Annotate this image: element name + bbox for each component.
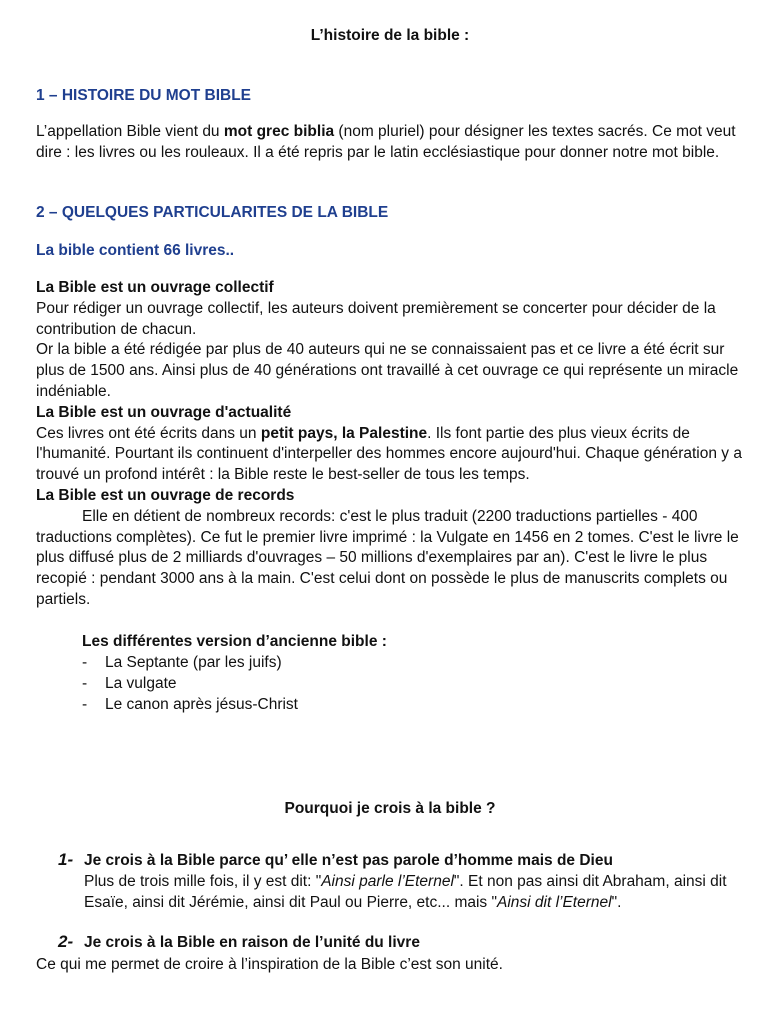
section-1-heading: 1 – HISTOIRE DU MOT BIBLE [36,87,252,104]
r1-text-e: ". [611,893,622,911]
act-text-a: Ces livres ont été écrits dans un [36,424,261,442]
s1-text-c: (nom pluriel) pour désigner les textes sacrés. Ce mot veut dire : les livres ou les rouleaux. Il a été repris par le latin ecclésiastique pour donner notre mot bible. [36,123,736,161]
version-item [82,695,298,716]
collectif-block [36,278,744,611]
version-label: Le canon après jésus-Christ [105,696,298,713]
version-label: La vulgate [105,675,177,692]
reason-1-block [84,851,744,913]
collectif-paragraph-2: Or la bible a été rédigée par plus de 40 auteurs qui ne se connaissaient pas et ce livre a été écrit sur plus de 1500 ans. Ainsi plus de 40 générations ont travaillé à cet ouvrage ce qui représente un miracle indéniable. [36,341,739,400]
dash-marker: - [82,654,88,671]
versions-heading: Les différentes version d’ancienne bible : [82,633,387,650]
section-1-paragraph [36,122,744,164]
r1-text-c: ". Et non pas ainsi dit Abraham, ainsi dit Esaïe, ainsi dit Jérémie, ainsi dit Paul ou Pierre, etc... mais " [84,872,727,911]
dash-marker: - [82,675,88,692]
r1-text-a: Plus de trois mille fois, il y est dit: " [84,872,322,890]
dash-marker: - [82,696,88,713]
act-text-c: . Ils font partie des plus vieux écrits de l'humanité. Pourtant ils continuent d'interpeller des hommes encore aujourd'hui. Chaque génération y a trouvé un profond intérêt : la Bible reste le best-seller de tous les temps. [36,424,742,484]
version-label: La Septante (par les juifs) [105,654,282,671]
document-title: L’histoire de la bible : [310,27,470,44]
r1-quote-2: Ainsi dit l’Eternel [496,893,612,911]
s1-text-a: L’appellation Bible vient du [36,123,224,140]
r1-quote-1: Ainsi parle l’Eternel [321,872,454,890]
records-heading: La Bible est un ouvrage de records [36,486,295,504]
reason-2-title-text: Je crois à la Bible en raison de l’unité du livre [84,934,420,951]
reason-1-number: 1- [58,850,74,869]
version-item [82,653,282,674]
collectif-paragraph-1: Pour rédiger un ouvrage collectif, les auteurs doivent premièrement se concerter pour décider de la contribution de chacun. [36,299,716,338]
collectif-heading: La Bible est un ouvrage collectif [36,279,274,296]
reason-2-number: 2- [58,932,74,951]
reason-1-text [84,872,744,914]
version-item [82,674,177,695]
section-3-heading: Pourquoi je crois à la bible ? [284,800,496,817]
s1-text-bold: mot grec biblia [223,123,335,140]
act-text-bold: petit pays, la Palestine [260,424,428,442]
reason-2-title [84,933,744,954]
reason-1-title: Je crois à la Bible parce qu’ elle n’est pas parole d’homme mais de Dieu [84,852,613,869]
reason-2-text: Ce qui me permet de croire à l’inspiration de la Bible c’est son unité. [36,956,503,973]
section-2-subheading: La bible contient 66 livres.. [36,242,235,259]
actualite-heading: La Bible est un ouvrage d'actualité [36,403,292,421]
records-paragraph: Elle en détient de nombreux records: c'est le plus traduit (2200 traductions partielles - 400 traductions complètes). Ce fut le premier livre imprimé : la Vulgate en 1456 en 2 tomes. C'est le livre le plus diffusé plus de 2 milliards d'ouvrages – 50 millions d'exemplaires par an). C'est le livre le plus recopié : pendant 3000 ans à la main. C'est celui dont on possède le plus de manuscrits complets ou partiels. [36,507,739,608]
actualite-paragraph [36,424,744,486]
section-2-heading: 2 – QUELQUES PARTICULARITES DE LA BIBLE [36,204,389,221]
